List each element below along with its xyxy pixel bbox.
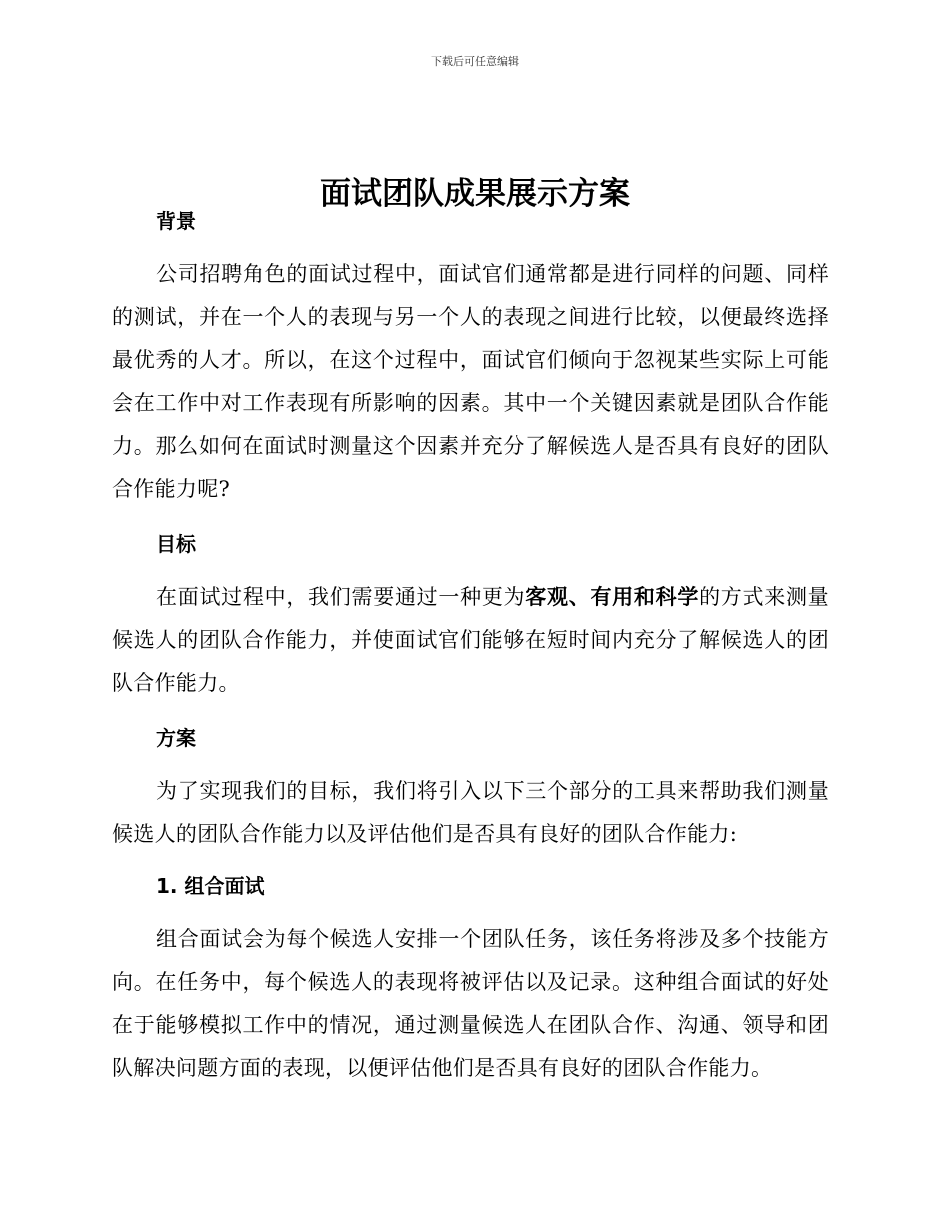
- goal-emphasis: 客观、有用和科学: [525, 585, 700, 609]
- section-heading-plan: 方案: [156, 726, 196, 750]
- goal-text-after: 的方式来测量候选人的团队合作能力，并使面试官们能够在短时间内充分了解候选人的团队合作能力。: [112, 585, 829, 695]
- plan-paragraph: 为了实现我们的目标，我们将引入以下三个部分的工具来帮助我们测量候选人的团队合作能力以及评估他们是否具有良好的团队合作能力:: [112, 779, 829, 846]
- goal-text-before: 在面试过程中，我们需要通过一种更为: [156, 585, 526, 609]
- document-body: [112, 201, 829, 1090]
- section-heading-background: 背景: [156, 209, 196, 233]
- background-paragraph: 公司招聘角色的面试过程中，面试官们通常都是进行同样的问题、同样的测试，并在一个人的表现与另一个人的表现之间进行比较，以便最终选择最优秀的人才。所以，在这个过程中，面试官们倾向于忽视某些实际上可能会在工作中对工作表现有所影响的因素。其中一个关键因素就是团队合作能力。那么如何在面试时测量这个因素并充分了解候选人是否具有良好的团队合作能力呢?: [112, 262, 829, 501]
- page-header: 下载后可任意编辑: [431, 55, 519, 68]
- goal-paragraph: [112, 576, 829, 705]
- document-title: 面试团队成果展示方案: [320, 175, 630, 212]
- subsection-heading-combined-interview: 1. 组合面试: [156, 874, 265, 898]
- section-heading-goal: 目标: [156, 532, 196, 556]
- combined-interview-paragraph: 组合面试会为每个候选人安排一个团队任务，该任务将涉及多个技能方向。在任务中，每个候选人的表现将被评估以及记录。这种组合面试的好处在于能够模拟工作中的情况，通过测量候选人在团队合作、沟通、领导和团队解决问题方面的表现，以便评估他们是否具有良好的团队合作能力。: [112, 927, 829, 1080]
